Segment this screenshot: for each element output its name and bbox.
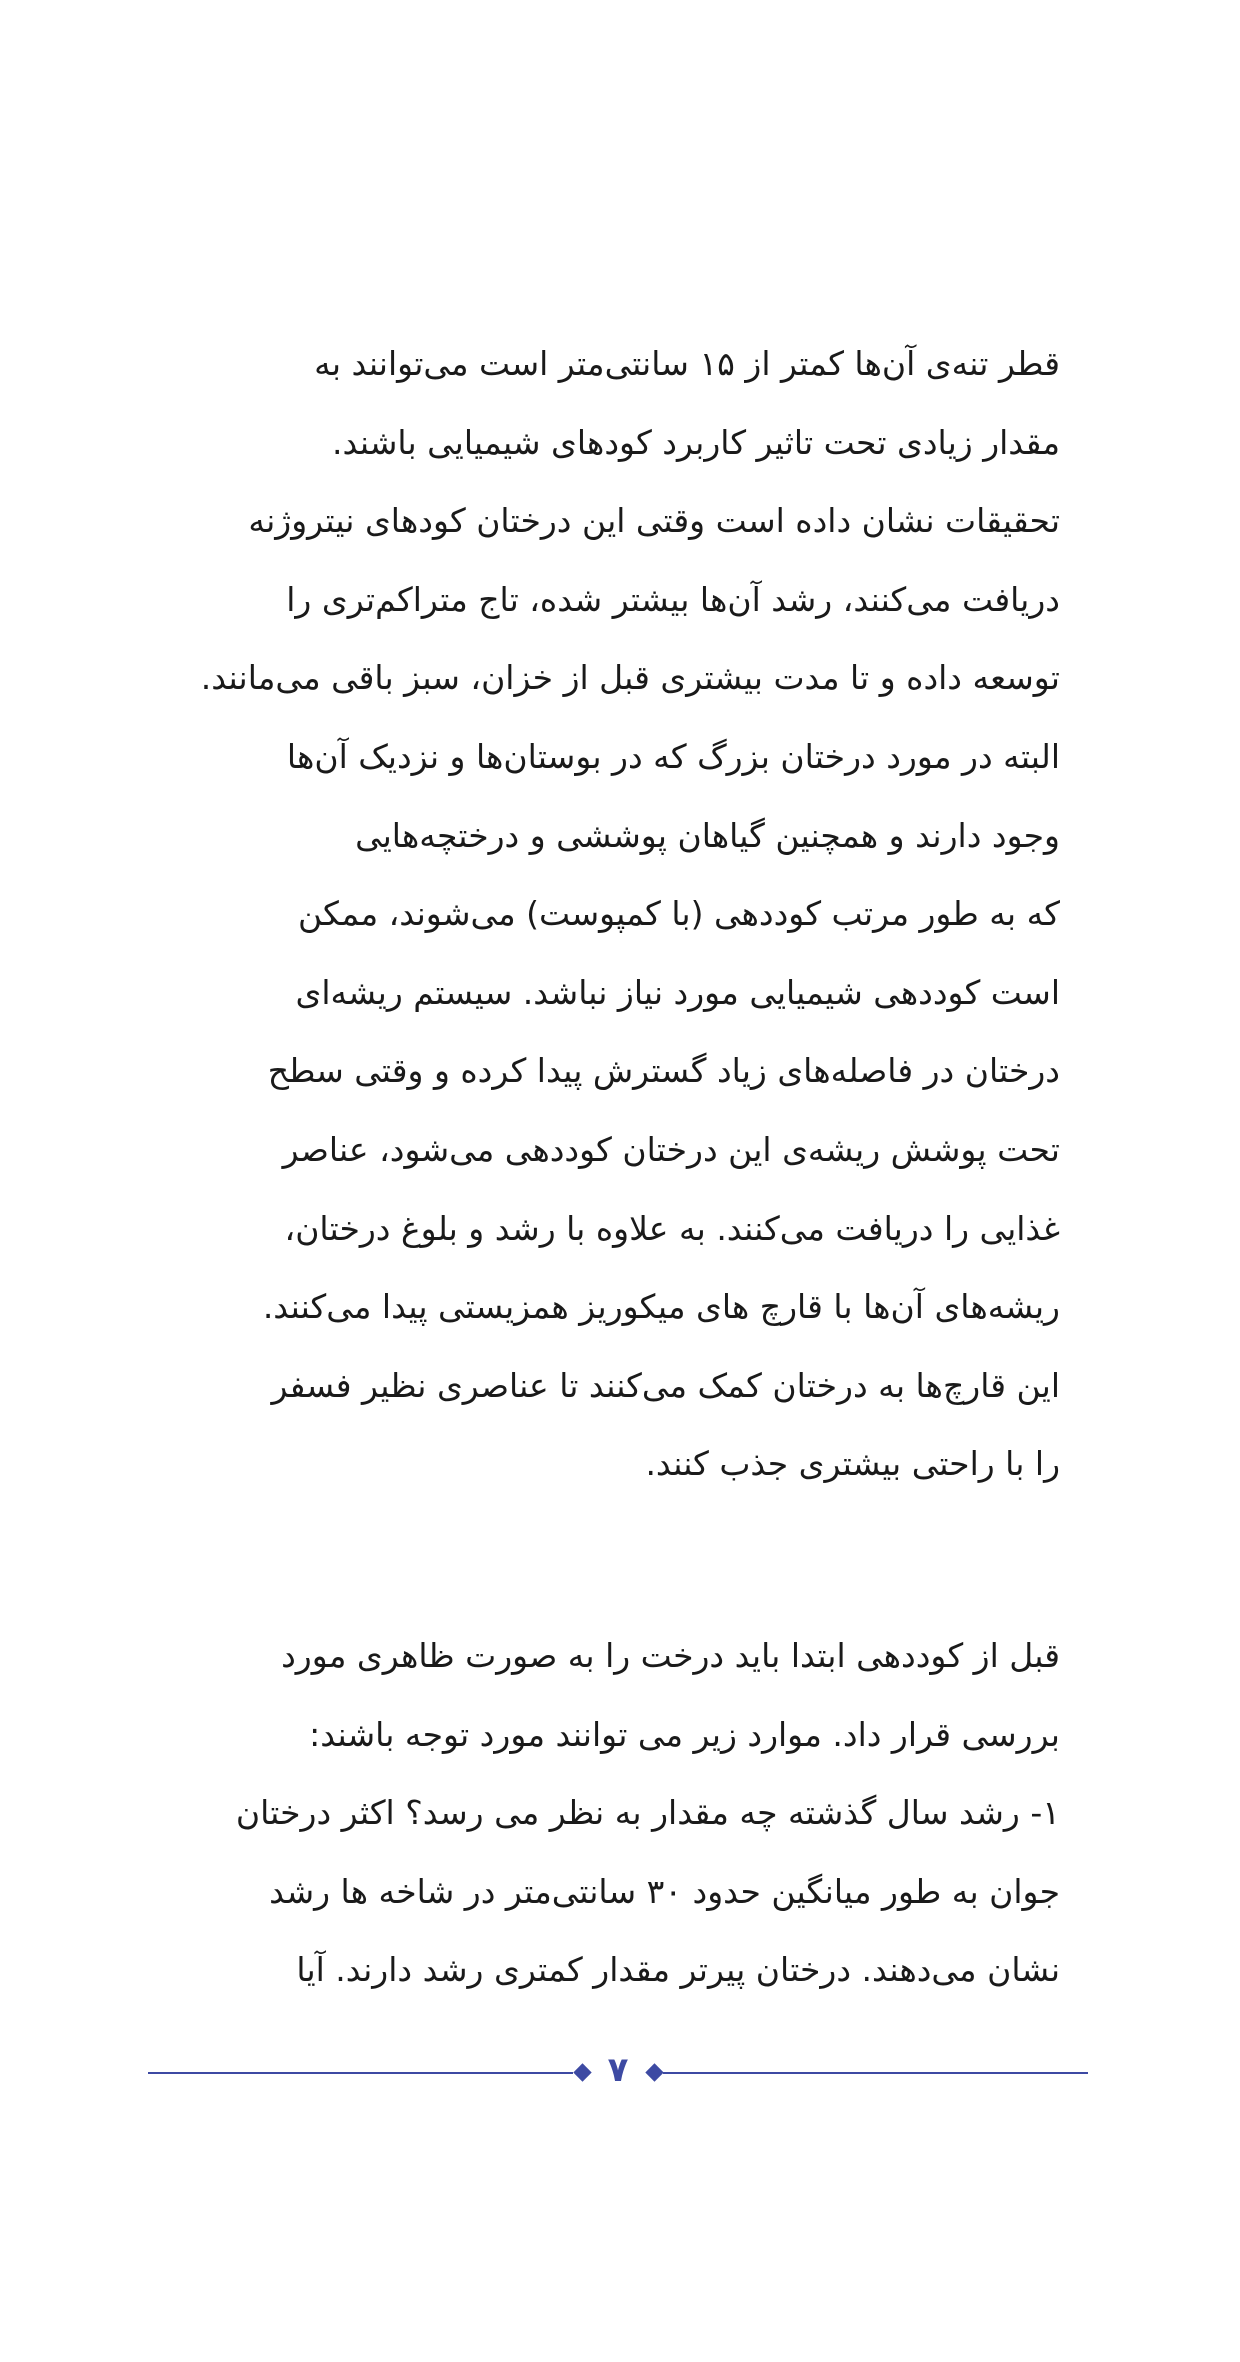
footer-rule-left xyxy=(148,2072,573,2074)
paragraph-1 xyxy=(165,325,1060,1504)
text-line: دریافت می‌کنند، رشد آن‌ها بیشتر شده، تاج متراکم‌تری را xyxy=(286,579,1060,619)
text-line: نشان می‌دهند. درختان پیرتر مقدار کمتری رشد دارند. آیا xyxy=(296,1950,1060,1990)
text-line: درختان در فاصله‌های زیاد گسترش پیدا کرده و وقتی سطح xyxy=(267,1051,1060,1091)
diamond-ornament-icon xyxy=(573,2063,591,2081)
text-line: وجود دارند و همچنین گیاهان پوششی و درختچه‌هایی xyxy=(355,815,1060,855)
text-line: است کوددهی شیمیایی مورد نیاز نباشد. سیستم ریشه‌ای xyxy=(295,972,1060,1012)
paragraph-2 xyxy=(165,1617,1060,2010)
text-line: مقدار زیادی تحت تاثیر کاربرد کودهای شیمیایی باشند. xyxy=(332,422,1060,462)
text-line: تحت پوشش ریشه‌ی این درختان کوددهی می‌شود، عناصر xyxy=(282,1129,1060,1169)
diamond-ornament-icon xyxy=(645,2063,663,2081)
text-line: که به طور مرتب کوددهی (با کمپوست) می‌شوند، ممکن xyxy=(298,894,1060,934)
page-footer xyxy=(148,2050,1088,2090)
text-line: قبل از کوددهی ابتدا باید درخت را به صورت ظاهری مورد xyxy=(281,1636,1060,1675)
text-line: البته در مورد درختان بزرگ که در بوستان‌ها و نزدیک آن‌ها xyxy=(286,736,1060,776)
text-line: جوان به طور میانگین حدود ۳۰ سانتی‌متر در شاخه ها رشد xyxy=(269,1871,1060,1911)
text-line: این قارچ‌ها به درختان کمک می‌کنند تا عناصری نظیر فسفر xyxy=(271,1365,1060,1405)
text-line: تحقیقات نشان داده است وقتی این درختان کودهای نیتروژنه xyxy=(248,501,1060,541)
text-line: ریشه‌های آن‌ها با قارچ های میکوریز همزیستی پیدا می‌کنند. xyxy=(262,1287,1060,1327)
text-line: توسعه داده و تا مدت بیشتری قبل از خزان، سبز باقی می‌مانند. xyxy=(200,658,1060,698)
footer-rule-right xyxy=(663,2072,1088,2074)
page-number: ۷ xyxy=(607,2050,629,2090)
text-line: قطر تنه‌ی آن‌ها کمتر از ۱۵ سانتی‌متر است می‌توانند به xyxy=(314,344,1060,383)
text-line: بررسی قرار داد. موارد زیر می توانند مورد توجه باشند: xyxy=(309,1714,1060,1754)
text-line: را با راحتی بیشتری جذب کنند. xyxy=(645,1444,1060,1484)
text-line: ۱- رشد سال گذشته چه مقدار به نظر می رسد؟ اکثر درختان xyxy=(235,1793,1060,1833)
text-line: غذایی را دریافت می‌کنند. به علاوه با رشد و بلوغ درختان، xyxy=(284,1208,1060,1248)
